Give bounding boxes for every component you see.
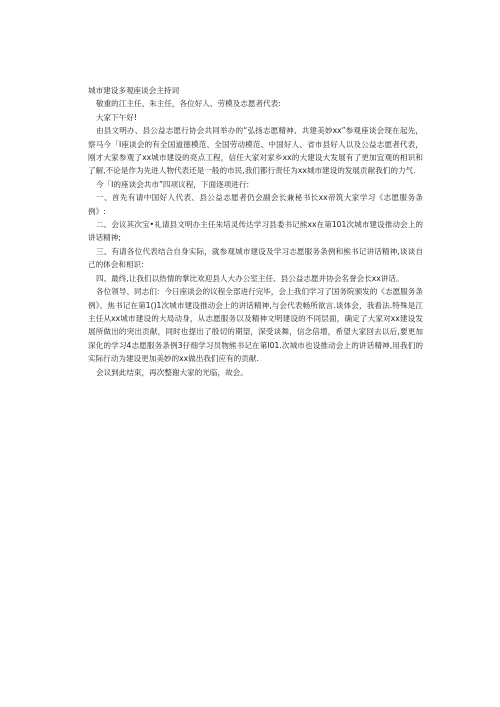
paragraph-agenda-item-2: 二、会议其次宝•礼请县文明办主任朱培灵传达学习县委书记熊xx在第101次城市建设推动会上的讲话精神; bbox=[88, 220, 423, 243]
paragraph-agenda-item-4: 四、最终,让我们以热情的掌比欢迎县人大办公室主任、县公益志愿并协会名誉会长xx讲话。 bbox=[96, 273, 404, 283]
paragraph-summary: 各位领导、同志们：今日座谈会的议程全部进行完毕，会上我们学习了国务院颁发的《志愿服务条例》、焦书记在第1()1次城市建设推动会上的讲话精神,与会代表畅所欲言.谈体会，我看法.特殊是江主任从xx城市建设的大局动身，从志愿服务以及精神文明建设的不同层面，确定了大家对xx建设发展所做出的突出贡献，同时也提出了殷切的期望，深受谈舞，信念倍增，希望大家回去以后,要更加深化的学习4志愿服务条例3仔细学习员物熊书记在第I01.次城市也设推动会上的讲话精神,用我们的实际行动为建设更加美妙的xx做出我们应有的贡献. bbox=[88, 287, 423, 364]
paragraph-agenda-intro: 今「I的座谈会共市”四项议程，下面逐项进行: bbox=[96, 179, 250, 189]
paragraph-agenda-item-3: 三、有请各位代表结合自身实际，就参观城市建设及学习志愿服务条例和熊书记讲话精神,谈谈自己的体会和相识: bbox=[88, 246, 423, 270]
paragraph-agenda-item-1: 一、首先有请中国好人代表、县公益志愿者仍会副会长兼秘书长xx帝筑大家学习《志愿服务条例》: bbox=[88, 193, 423, 216]
document-page bbox=[88, 84, 423, 379]
greeting: 大家下午好! bbox=[96, 112, 138, 122]
document-title: 城市建设多观座谈会主持词 bbox=[88, 86, 180, 95]
paragraph-intro: 由县文明办、县公益志愿行协会共同举办的“弘扬志愿精神、共建美妙xx”参观座谈会现在起先，察马今「I座谈会的有全国道徳模范、全国劳动模范、中国好人、省市县好人以及公益志愿者代表，刚才大家参观了xx城市建设的亮点工程，信任大家对家乡xx的大建设大发展有了更加宜观的相识和了解,不论是作为先进人物代表还是一般的市民,我们都行责任为xx城市建设的发展贡献我们的力气. bbox=[88, 126, 423, 176]
salutation: 敬重的江主任、朱主任，各位好人、劳模及志愿者代表: bbox=[96, 99, 281, 109]
paragraph-closing: 会议到此结束，再次整谢大家的光临，故会。 bbox=[96, 367, 248, 377]
